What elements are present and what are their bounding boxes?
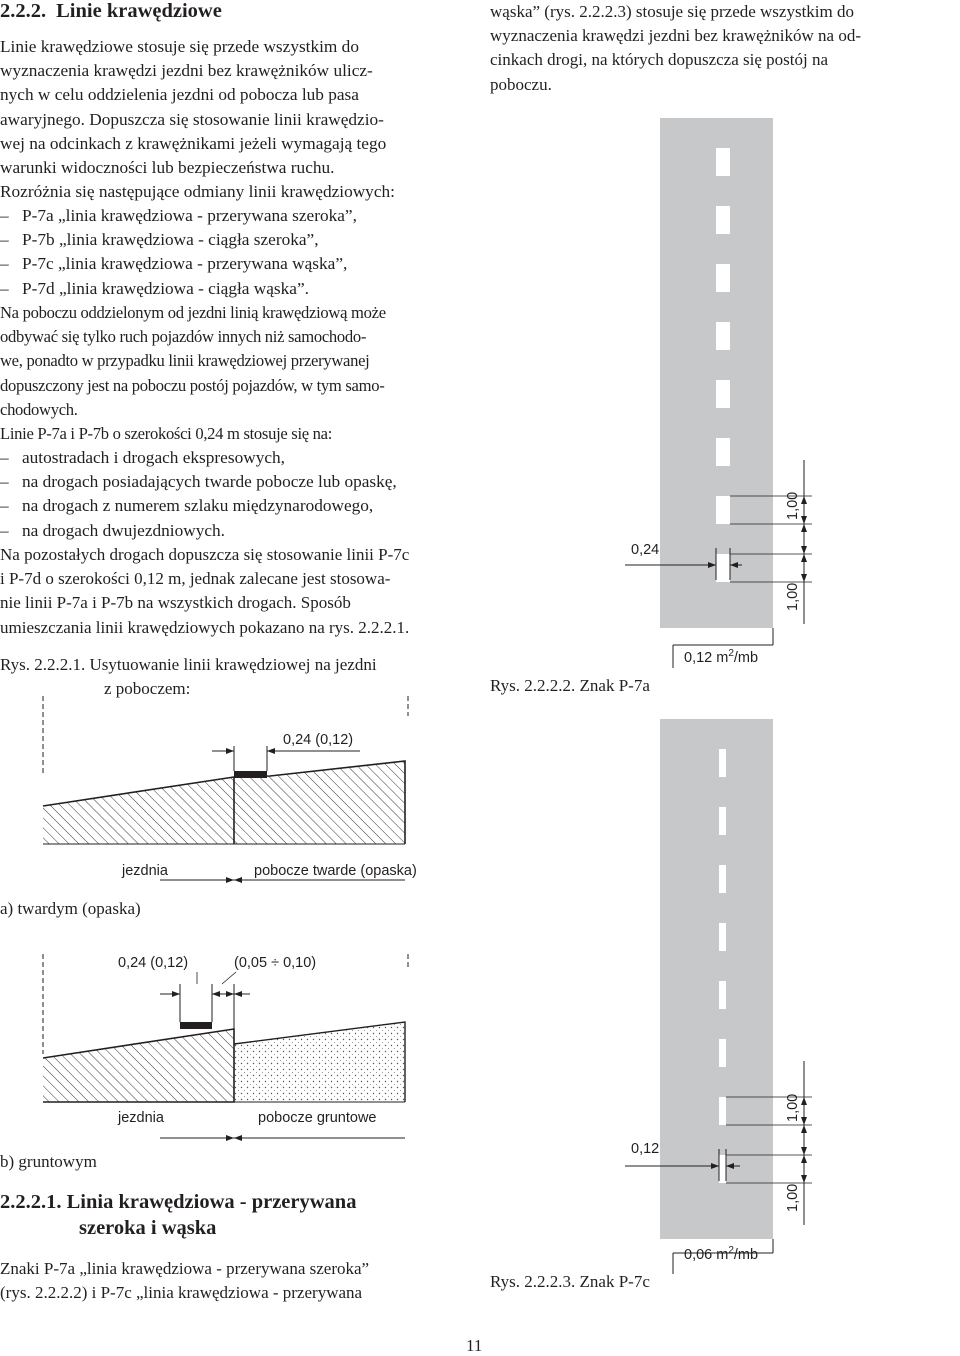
fig1b-cross-section: [0, 954, 472, 1154]
list-item-text: na drogach dwujezdniowych.: [22, 520, 225, 540]
text-line: warunki widoczności lub bezpieczeństwa ruchu.: [0, 158, 335, 178]
subsection-title-line2: szeroka i wąska: [79, 1217, 217, 1239]
list-item-text: P-7b „linia krawędziowa - ciągła szeroka”,: [22, 230, 319, 250]
fig2-area-sup: 2: [728, 648, 734, 659]
fig1b-left-label: jezdnia: [118, 1110, 164, 1126]
text-line: nie linii P-7a i P-7b na wszystkich drogach. Sposób: [0, 593, 351, 613]
right-top-paragraph: [490, 0, 861, 97]
text-line: wyznaczenia krawędzi jezdni bez krawężników ulicz-: [0, 61, 373, 81]
list-item: – P-7a „linia krawędziowa - przerywana szeroka”,: [0, 206, 357, 225]
text-line: wąska” (rys. 2.2.2.3) stosuje się przede wszystkim do: [490, 2, 855, 21]
text-line: Linie P-7a i P-7b o szerokości 0,24 m stosuje się na:: [0, 424, 333, 444]
fig2-area-label: [684, 648, 758, 666]
fig3-caption: Rys. 2.2.2.3. Znak P-7c: [490, 1272, 650, 1291]
list-item-text: P-7c „linia krawędziowa - przerywana wąska”,: [22, 254, 348, 274]
list-item: – P-7b „linia krawędziowa - ciągła szeroka”,: [0, 230, 319, 250]
fig1a-label: a) twardym (opaska): [0, 899, 141, 918]
fig2-p7a-diagram: [600, 118, 920, 698]
list-item: – P-7c „linia krawędziowa - przerywana wąska”,: [0, 254, 348, 274]
section-number: 2.2.2.: [0, 0, 47, 22]
text-line: Linie krawędziowe stosuje się przede wszystkim do: [0, 37, 359, 56]
fig1a-right-label: pobocze twarde (opaska): [254, 863, 417, 879]
text-line: odbywać się tylko ruch pojazdów innych niż samochodo-: [0, 327, 367, 347]
text-line: poboczu.: [490, 74, 552, 94]
fig3-area-label: [684, 1245, 758, 1263]
fig1-caption: [0, 653, 377, 676]
text-line: nych w celu oddzielenia jezdni od pobocza lub pasa: [0, 85, 359, 105]
shoulder-paragraph: [0, 301, 386, 446]
bottom-paragraph: [0, 1257, 369, 1305]
fig2-seg2-label: 1,00: [785, 582, 801, 611]
section-title: [0, 0, 222, 23]
fig1a-dim-label: 0,24 (0,12): [283, 732, 354, 748]
text-line: we, ponadto w przypadku linii krawędziowej przerywanej: [0, 351, 370, 371]
road-surface: [660, 719, 773, 1239]
list-item-text: na drogach z numerem szlaku międzynarodowego,: [22, 496, 374, 516]
list-item-text: autostradach i drogach ekspresowych,: [22, 448, 285, 467]
list-item: – na drogach posiadających twarde pobocze lub opaskę,: [0, 472, 397, 492]
fig3-seg1-label: 1,00: [785, 1093, 801, 1122]
list-item: – P-7d „linia krawędziowa - ciągła wąska”.: [0, 278, 309, 298]
text-line: umieszczania linii krawędziowych pokazano na rys. 2.2.2.1.: [0, 617, 410, 637]
list-item-text: P-7a „linia krawędziowa - przerywana szeroka”,: [22, 206, 357, 225]
text-line: Znaki P-7a „linia krawędziowa - przerywana szeroka”: [0, 1259, 370, 1278]
uses-list: [0, 446, 397, 543]
fig1-caption-line2: z poboczem:: [104, 679, 191, 698]
page-number: 11: [466, 1336, 483, 1355]
fig2-caption: Rys. 2.2.2.2. Znak P-7a: [490, 676, 650, 695]
subsection-title-line1: 2.2.2.1. Linia krawędziowa - przerywana: [0, 1191, 357, 1213]
fig3-p7c-diagram: [600, 719, 920, 1319]
fig1b-dim2-label: (0,05 ÷ 0,10): [234, 955, 317, 971]
text-line: dopuszczony jest na poboczu postój pojazdów, w tym samo-: [0, 375, 385, 395]
variants-list: [0, 204, 357, 301]
fig1b-dim1-label: 0,24 (0,12): [118, 955, 189, 971]
fig2-seg1-label: 1,00: [785, 491, 801, 520]
text-line: awaryjnego. Dopuszcza się stosowanie linii krawędzio-: [0, 109, 384, 129]
fig3-area-unit: /mb: [733, 1246, 759, 1263]
text-line: Rozróżnia się następujące odmiany linii krawędziowych:: [0, 182, 395, 202]
fig1b-right-label: pobocze gruntowe: [258, 1110, 377, 1126]
subsection-title: [0, 1189, 356, 1241]
list-item: – na drogach dwujezdniowych.: [0, 520, 225, 540]
fig2-area-value: 0,12 m: [684, 649, 729, 666]
other-roads-paragraph: [0, 543, 409, 640]
intro-paragraph: [0, 35, 470, 204]
text-line: Na pozostałych drogach dopuszcza się stosowanie linii P-7c: [0, 545, 410, 564]
fig3-seg2-label: 1,00: [785, 1183, 801, 1212]
fig3-area-sup: 2: [728, 1245, 734, 1256]
list-item: – autostradach i drogach ekspresowych,: [0, 448, 285, 467]
text-line: cinkach drogi, na których dopuszcza się postój na: [490, 50, 829, 70]
fig2-area-unit: /mb: [733, 649, 759, 666]
text-line: Na poboczu oddzielonym od jezdni linią krawędziową może: [0, 303, 386, 322]
text-line: wyznaczenia krawędzi jezdni bez krawężników na od-: [490, 26, 861, 46]
fig3-width-label: 0,12: [631, 1141, 660, 1157]
text-line: chodowych.: [0, 399, 78, 419]
fig1b-label: b) gruntowym: [0, 1152, 97, 1171]
list-item-text: P-7d „linia krawędziowa - ciągła wąska”.: [22, 278, 309, 298]
text-line: wej na odcinkach z krawężnikami jeżeli wymagają tego: [0, 133, 387, 153]
fig1a-left-label: jezdnia: [122, 863, 168, 879]
list-item-text: na drogach posiadających twarde pobocze lub opaskę,: [22, 472, 397, 492]
list-item: – na drogach z numerem szlaku międzynarodowego,: [0, 496, 374, 516]
text-line: (rys. 2.2.2.2) i P-7c „linia krawędziowa - przerywana: [0, 1283, 363, 1303]
section-title-text: Linie krawędziowe: [56, 0, 222, 22]
text-line: i P-7d o szerokości 0,12 m, jednak zalecane jest stosowa-: [0, 569, 391, 589]
fig2-width-label: 0,24: [631, 542, 660, 558]
fig1-caption-line1: Rys. 2.2.2.1. Usytuowanie linii krawędziowej na jezdni: [0, 655, 377, 674]
fig3-area-value: 0,06 m: [684, 1246, 729, 1263]
